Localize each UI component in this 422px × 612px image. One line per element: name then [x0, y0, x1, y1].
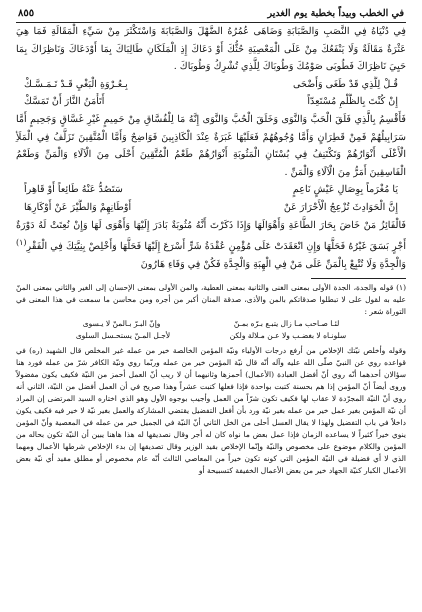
footnote-2-line-10: وقال تصديقها إن بدء الإخلاص شرطها الأعمال ومهما الذي لا أي فضيلة في النيّة المؤمن التي كونه تكون خيراً من المعاصي الثالث أنّه	[16, 441, 406, 463]
paragraph-3-line-2: نُعِتَتْ لَهُ دَوْرَةٌ أَجْرٍ بَسَقَ غَيْرُهُ فَحَلَّهَا وَإِنِ انْعَقَدَتْ عَلَى مُؤْمِنٍ عُقْدَةُ شَرٍّ أَسْرَعَ إِلَيْهَا فَحَلَّهَا	[16, 219, 406, 253]
verse-1-second-hemistich: بِـعُـرْوَةِ الْبَغْيِ قَـدْ تَـمَـسَّـكْ	[24, 78, 128, 90]
paragraph-3	[16, 217, 406, 274]
verse-4-first-hemistich: إِنَّ الْحَوَادِثَ تُزْعِجُ الْأَحْرَارَ عَنْ	[283, 201, 398, 213]
footnote-2-line-4: يكون مفضولاً وروى أيضاً أنّ المؤمن إذا هم بحسنة كتبت بواحدة فإذا فعلها كتبت عشراً وهذا صريح في أن العمل	[16, 369, 407, 391]
footnote-2-line-5: أفضل من النيّة، الثاني أنه روي أنّ النيّة المجرّدة لا عقاب لها فكيف تكون شرّاً من العمل وأجيب بوجوه الأول وهو الذي اختاره	[16, 381, 406, 403]
paragraph-2	[16, 111, 406, 181]
verse-line-4	[16, 199, 406, 217]
main-text	[16, 23, 406, 477]
footnote-2-line-9: وقال نصديقها له هذا هاهنا يبين أن النيّة تكون بحاله من المؤمن والكلام موضوع على مخصوص والنيّة وإنّما الإخلاص بقيد الوزير	[16, 429, 406, 451]
footnote-separator	[311, 278, 406, 279]
paragraph-2-line-1: فَأَقْسِمُ بِالَّذِي فَلَقَ الْحَبَّ وَالنَّوَى وَخَلَقَ الْحُبَّ وَالنَّوَى إِنَّهُ مَا لِلْفُسَّاقِ مِنْ حَمِيمٍ غَيْرِ	[87, 113, 407, 125]
footnote-marker[interactable]: (١)	[16, 238, 27, 248]
footnote-verse-2-second: لأجـل المـنّ يستحـسل السلوى	[75, 330, 171, 340]
paragraph-1-line-1: فِي دُنْيَاهُ فِي النَّصَبِ وَالصَّبَابَةِ وَضَاهَى عُمُرُهُ الضَّهْلَ وَالصَّبَابَةَ وَاسْتَكْثَرَ مِنْ سَيِّءِ الْمَقَالَةِ فَمَا	[33, 26, 406, 37]
verse-3-first-hemistich: يَا مُغْرَماً بِوِصَالِ عَيْشٍ نَاعِمٍ	[292, 184, 398, 196]
verse-line-1	[16, 76, 406, 94]
footnote-2-line-7: والعمل بغير نيّة لا خير فيه فكيف يكون داخلاً في باب التفضيل ولهذا لا يقال العسل أحلى من الخل الثاني أنّ النيّة في	[16, 405, 406, 427]
footnote-1-line-1: (١) قوله والجدة، الجدة الأولى بمعنى الغنى والثانية بمعنى العطية، والمن الأولى بمعنى الإحسان إلى الغير	[78, 282, 406, 292]
paragraph-3-line-1: فَالْفَائِزُ مَنْ خَاضَ بِحَارَ الطَّاعَةِ وَأَهْوَالَهَا وَإِذَا ذَكَرْتَ أَنَّهُ مُثُوبَةٌ بَادَرَ إِلَيْهَا وَأَهْوَى لَهَا وَإِنْ	[73, 219, 406, 231]
verse-3-second-hemistich: سَتَصُدُّ عَنْهُ طَائِعاً أَوْ قَاهِراً	[24, 184, 123, 196]
verse-line-2	[16, 93, 406, 111]
verse-4-second-hemistich: أَوْطَانِهِمْ وَالطَّيْرَ عَنْ أَوْكَارِهَا	[24, 201, 132, 213]
paragraph-1-line-2: هِيَ عَثْرَةٌ مَقَالَةٌ وَلَا يَنْفَعُكَ مِنْ عَلَى الْمَعْصِيَةِ حُثُّكَ أَوْ دَعَاكَ إِذِ الْمَلَكَانِ طَالِبَاكَ بِمَا أَوْدَعَاكَ	[16, 26, 406, 55]
footnote-1-line-3: المعنى في التوراة شعر :	[16, 294, 406, 316]
paragraph-2-line-3: الْمُتَّقِينَ تَزَلَّفُ فِي الْمَلَأِ الْأَعْلَى أَنْوَارُهُمْ وَتَكْتَنِفُ فِي بُسْتَانِ الْمَثُوبَةِ أَنْوَارُهُمْ طَعْمُ الْمُتَّقِينَ	[16, 131, 406, 161]
paragraph-1	[16, 23, 406, 76]
running-title: في الخطب وبيداً بخطبة يوم الغدير	[267, 8, 404, 19]
verse-2-first-hemistich: إِنْ كُنْتَ بِالظُّلْمِ مُسْتَعِدّاً	[307, 96, 398, 108]
footnote-2-line-6: السيد المرتضى إن المراد أن نيّة المؤمن بغير عمل خير من عمله بغير نيّة ورد بأن أفعل التفضيل يقتضي المشاركة	[16, 393, 406, 415]
verse-1-first-hemistich: قُـلْ لِلَّذِي قَدْ طَغَى وَأَضْحَى	[292, 78, 398, 90]
paragraph-3-line-3-end: وَالْجِدَّةِ وَلَا تُتْبِعْ بِالْمَنِّ عَلَى مَنْ فِي الْهِبَةِ وَالْجِدَّةِ فَكُنْ فِي وَفَاءِ هَارُونَ	[140, 258, 406, 270]
footnote-2-line-11: عام مخصوص أو مطلق مقيد أي نيّة بعض الأعمال الكبار كنيّة الجهاد خير من بعض الأعمال الخفيفة كتسبيحة أو	[16, 453, 406, 475]
paragraph-2-line-2: غَسَّاقٍ وَجَحِيمٍ أَمَّا سَرَابِيلُهُمْ فَمِنْ قَطِرَانٍ وَأَمَّا وُجُوهُهُمْ فَعَلَيْهَا غَبَرَةٌ عِنْدَ الْكَاذِبِينَ فَوَاضِحٌ وَأَمَّا	[16, 113, 406, 143]
footnote-verse-2	[16, 330, 406, 342]
paragraph-1-line-3: وَنَاظِرَاكَ بِمَا حَيِيَ نَاظِرَاكَ فَطُوبَى صَوْمُكَ وَطُوبَاكَ لِلَّذِي تُشْرِكُ وَطُوبَاكَ .	[16, 43, 406, 73]
paragraph-2-line-4: أَحْلَى مِنَ الْآلَاءِ وَالْمَنِّ وَطَعْمُ الْفَاسِقِينَ أَمَرُّ مِنَ الْآلَاءِ وَالْمَنِّ .	[16, 149, 406, 178]
footnote-verse-1	[16, 318, 406, 330]
footnote-2	[16, 345, 406, 477]
verse-line-3	[16, 181, 406, 199]
footnote-2-line-8: الجميل خير من عمله في المعصية وأنّ المؤمن ينوي خيراً كثيراً لا يساعده الزمان فإذا عمل بعض ما نواه كان له أجر	[16, 417, 406, 439]
footnote-2-line-1: وقوله وأخلص نيّتك الإخلاص من أرفع درجات الأولياء ونيّة المؤمن الخالصة خير من عمله غير المخلص قال	[69, 345, 406, 355]
page-number: ٨٥٥	[18, 8, 35, 19]
footnote-1-line-2: والثاني بمعنى المنّ عليه به لقول على لا تبطلوا صدقاتكم بالمن والأذى، صدقة المنان أكبر من أجره ومن محاسن ما سمعت في هذا	[16, 282, 407, 304]
footnote-2-line-3: عمله فورد هنا سؤالان أحدهما أنّه روي أنّ أفضل العبادة (الأعمال) أحمزها وثانيهما أن لا ريب أنّ العمل أحمز من النيّة فكيف	[16, 357, 406, 379]
paragraph-3-line-3: وَأَخْلِصْ بِنِيَّتِكَ فِي الْفَقْرِ	[26, 241, 117, 253]
footnote-verse-2-first: سلونـاه لا بغضـب ولا عـن مـلالة ولكن	[229, 330, 347, 340]
page-header	[16, 6, 406, 23]
footnote-2-line-2: الشهيد (ره) في قواعده روي عن النبيّ صلّى الله عليه وآله أنّه قال نيّة المؤمن خير من عمله وربّما روي ونيّة الكافر شرّ من	[16, 345, 406, 367]
verse-2-second-hemistich: أَتَأْمَنُ النَّارَ أَنْ تَمَسَّكْ	[24, 96, 105, 108]
footnote-verse-1-second: وإنّ البـرّ بـالمنّ لا يـسوى	[82, 318, 161, 328]
footnote-1	[16, 282, 406, 318]
footnote-verse-1-first: لئـا صـاحب مـا زال يتبـع بـرّه بمـنّ	[233, 318, 340, 328]
